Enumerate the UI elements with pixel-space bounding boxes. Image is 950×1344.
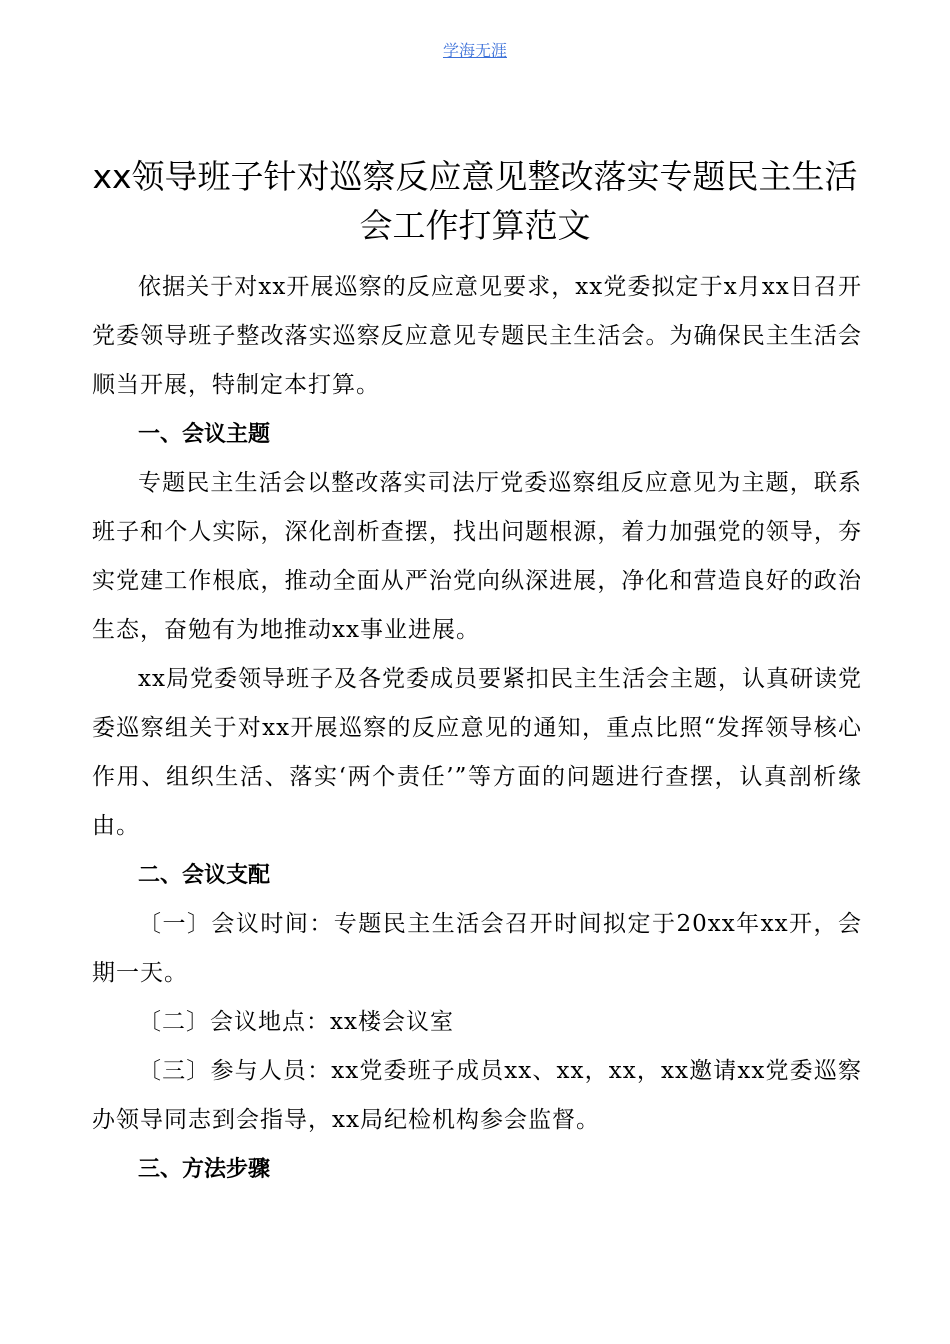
body-paragraph: 〔三〕参与人员：xx党委班子成员xx、xx，xx，xx邀请xx党委巡察办领导同志到会指导，xx局纪检机构参会监督。 xyxy=(92,1058,862,1133)
body-paragraph: xx局党委领导班子及各党委成员要紧扣民主生活会主题，认真研读党委巡察组关于对xx开展巡察的反应意见的通知，重点比照“发挥领导核心作用、组织生活、落实‘两个责任’”等方面的问题进行查摆，认真剖析缘由。 xyxy=(92,666,862,839)
document-body xyxy=(92,263,862,1194)
body-paragraph: 专题民主生活会以整改落实司法厅党委巡察组反应意见为主题，联系班子和个人实际，深化剖析查摆，找出问题根源，着力加强党的领导，夯实党建工作根底，推动全面从严治党向纵深进展，净化和营造良好的政治生态，奋勉有为地推动xx事业进展。 xyxy=(92,470,862,643)
header-link[interactable]: 学海无涯 xyxy=(442,41,507,60)
body-paragraph: 〔一〕会议时间：专题民主生活会召开时间拟定于20xx年xx开，会期一天。 xyxy=(92,911,862,986)
section-heading: 二、会议支配 xyxy=(138,863,271,888)
body-paragraph: 〔二〕会议地点：xx楼会议室 xyxy=(138,1009,454,1035)
intro-paragraph: 依据关于对xx开展巡察的反应意见要求，xx党委拟定于x月xx日召开党委领导班子整改落实巡察反应意见专题民主生活会。为确保民主生活会顺当开展，特制定本打算。 xyxy=(92,274,862,398)
section-heading: 一、会议主题 xyxy=(138,422,271,447)
section-heading: 三、方法步骤 xyxy=(138,1157,271,1182)
document-title: xx领导班子针对巡察反应意见整改落实专题民主生活会工作打算范文 xyxy=(92,157,858,245)
